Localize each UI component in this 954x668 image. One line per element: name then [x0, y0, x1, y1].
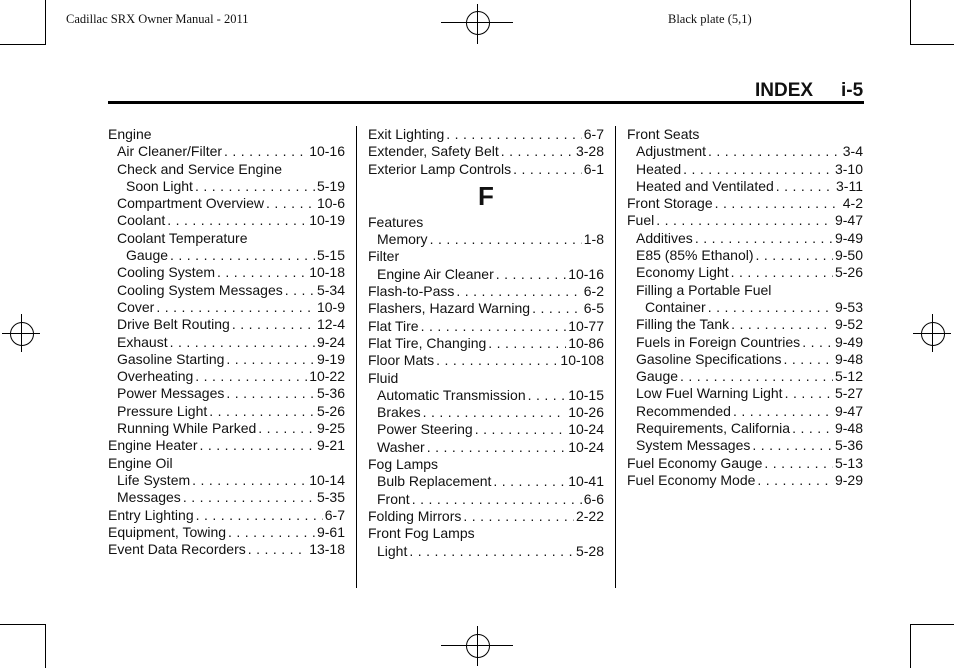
entry-term: Fuels in Foreign Countries [636, 333, 801, 350]
entry-term: Engine Heater [108, 437, 198, 454]
index-entry [368, 352, 604, 369]
page-reference[interactable]: 9-48 [834, 420, 863, 437]
entry-term: Cover [117, 298, 155, 315]
entry-term: Extender, Safety Belt [368, 143, 499, 160]
leader-dots [752, 437, 833, 454]
registration-circle [466, 11, 490, 35]
leader-dots [764, 455, 833, 472]
entry-term: Economy Light [636, 264, 729, 281]
index-column-3 [627, 126, 863, 489]
page-reference[interactable]: 10-108 [560, 352, 604, 369]
leader-dots [200, 437, 315, 454]
crop-mark [0, 624, 46, 625]
entry-term: Washer [377, 438, 425, 455]
leader-dots [731, 264, 833, 281]
index-subentry [108, 489, 345, 506]
index-subentry [108, 212, 345, 229]
entry-term: Fuel [627, 212, 655, 229]
page-reference[interactable]: 3-28 [575, 143, 604, 160]
entry-term: Fluid [368, 369, 399, 386]
page-reference[interactable]: 1-8 [583, 231, 604, 248]
entry-term: Check and Service Engine [117, 160, 282, 177]
entry-term: Memory [377, 231, 428, 248]
entry-term: Life System [117, 471, 191, 488]
index-entry [627, 126, 863, 143]
plate-label: Black plate (5,1) [668, 12, 752, 26]
entry-term: Messages [117, 489, 181, 506]
index-entry [627, 212, 863, 229]
page-reference[interactable]: 9-47 [834, 402, 863, 419]
page-reference[interactable]: 9-50 [834, 247, 863, 264]
entry-term: Filter [368, 248, 400, 265]
leader-dots [463, 508, 574, 525]
leader-dots [258, 420, 315, 437]
index-subentry [368, 491, 604, 508]
index-entry [368, 318, 604, 335]
page-reference[interactable]: 9-21 [316, 437, 345, 454]
entry-term: Fog Lamps [368, 456, 439, 473]
leader-dots [409, 543, 574, 560]
page-reference[interactable]: 5-34 [316, 281, 345, 298]
crop-mark [910, 44, 954, 45]
leader-dots [733, 403, 833, 420]
entry-term: Gasoline Starting [117, 350, 225, 367]
leader-dots [285, 282, 315, 299]
page-reference[interactable]: 3-10 [834, 160, 863, 177]
index-entry [108, 541, 345, 558]
leader-dots [195, 178, 315, 195]
page-reference[interactable]: 5-13 [834, 454, 863, 471]
entry-term: Bulb Replacement [377, 473, 492, 490]
leader-dots [496, 266, 566, 283]
entry-term: Container [645, 298, 706, 315]
page-reference[interactable]: 10-19 [309, 212, 345, 229]
index-subentry [627, 299, 863, 316]
entry-term: Equipment, Towing [108, 523, 227, 540]
index-subentry [627, 334, 863, 351]
page-reference[interactable]: 9-29 [834, 471, 863, 488]
entry-term: Exterior Lamp Controls [368, 160, 512, 177]
index-subentry [627, 247, 863, 264]
page-reference[interactable]: 9-24 [316, 333, 345, 350]
header-rule [108, 101, 864, 104]
page-reference[interactable]: 10-24 [568, 438, 604, 455]
leader-dots [436, 352, 558, 369]
index-entry [368, 143, 604, 160]
crop-mark [45, 624, 46, 668]
page-reference[interactable]: 9-49 [834, 229, 863, 246]
index-entry [368, 248, 604, 265]
entry-term: Coolant Temperature [117, 229, 248, 246]
entry-term: Front Storage [627, 195, 713, 212]
leader-dots [475, 421, 566, 438]
leader-dots [183, 489, 315, 506]
leader-dots [170, 247, 315, 264]
leader-dots [446, 126, 581, 143]
page-reference[interactable]: 5-36 [316, 385, 345, 402]
leader-dots [488, 335, 566, 352]
entry-term: Pressure Light [117, 402, 208, 419]
leader-dots [776, 178, 834, 195]
column-divider [615, 126, 616, 588]
leader-dots [528, 387, 567, 404]
page-reference[interactable]: 4-2 [842, 195, 863, 212]
entry-term: Brakes [377, 404, 421, 421]
leader-dots [248, 541, 307, 558]
crop-mark [910, 624, 954, 625]
leader-dots [456, 283, 581, 300]
page-reference[interactable]: 9-47 [834, 212, 863, 229]
index-entry [108, 524, 345, 541]
leader-dots [784, 351, 833, 368]
leader-dots [683, 161, 833, 178]
page-reference[interactable]: 5-27 [834, 385, 863, 402]
leader-dots [421, 318, 567, 335]
page-number: i-5 [841, 80, 864, 101]
page-reference[interactable]: 5-36 [834, 437, 863, 454]
entry-term: Filling the Tank [636, 316, 730, 333]
leader-dots [427, 439, 566, 456]
entry-term: Features [368, 213, 424, 230]
page-reference[interactable]: 10-16 [309, 143, 345, 160]
entry-term: E85 (85% Ethanol) [636, 247, 754, 264]
leader-dots [232, 316, 315, 333]
leader-dots [195, 368, 307, 385]
leader-dots [715, 195, 841, 212]
page-reference[interactable]: 9-49 [834, 333, 863, 350]
index-subentry [108, 264, 345, 281]
index-subentry [108, 472, 345, 489]
index-subentry [368, 266, 604, 283]
leader-dots [695, 230, 833, 247]
index-subentry [627, 282, 863, 299]
index-subentry [627, 403, 863, 420]
entry-term: Flat Tire, Changing [368, 334, 487, 351]
entry-term: Cooling System Messages [117, 281, 283, 298]
leader-dots [412, 491, 582, 508]
leader-dots [708, 143, 841, 160]
index-subentry [627, 351, 863, 368]
entry-term: Gasoline Specifications [636, 350, 782, 367]
entry-term: Compartment Overview [117, 195, 265, 212]
entry-term: Cooling System [117, 264, 216, 281]
index-entry [627, 455, 863, 472]
index-entry [368, 283, 604, 300]
entry-term: Heated and Ventilated [636, 177, 774, 194]
leader-dots [656, 212, 833, 229]
entry-term: Flash-to-Pass [368, 283, 455, 300]
entry-term: Heated [636, 160, 682, 177]
leader-dots [209, 403, 315, 420]
page-reference[interactable]: 9-19 [316, 350, 345, 367]
entry-term: Fuel Economy Gauge [627, 454, 763, 471]
leader-dots [192, 472, 307, 489]
index-subentry [108, 316, 345, 333]
index-column-2 [368, 126, 604, 560]
leader-dots [731, 316, 833, 333]
page-reference[interactable]: 9-52 [834, 316, 863, 333]
leader-dots [513, 161, 582, 178]
manual-title: Cadillac SRX Owner Manual - 2011 [66, 12, 249, 26]
entry-term: Additives [636, 229, 693, 246]
leader-dots [430, 231, 582, 248]
entry-term: Filling a Portable Fuel [636, 281, 772, 298]
entry-term: Adjustment [636, 143, 707, 160]
index-subentry [108, 385, 345, 402]
entry-term: Front Seats [627, 126, 700, 142]
leader-dots [266, 195, 315, 212]
entry-term: Air Cleaner/Filter [117, 143, 223, 160]
index-entry [108, 126, 345, 143]
page-reference[interactable]: 9-53 [834, 298, 863, 315]
page-reference[interactable]: 6-5 [583, 300, 604, 317]
index-entry [627, 195, 863, 212]
registration-circle [466, 634, 490, 658]
index-subentry [627, 385, 863, 402]
entry-term: Coolant [117, 212, 166, 229]
index-subentry [108, 351, 345, 368]
page-reference[interactable]: 5-28 [575, 542, 604, 559]
page-reference[interactable]: 2-22 [575, 507, 604, 524]
entry-term: Power Messages [117, 385, 225, 402]
entry-term: Fuel Economy Mode [627, 471, 756, 488]
page-reference[interactable]: 10-16 [568, 265, 604, 282]
index-entry [368, 161, 604, 178]
leader-dots [156, 299, 315, 316]
entry-term: System Messages [636, 437, 751, 454]
registration-circle [10, 322, 34, 346]
leader-dots [680, 368, 833, 385]
page-reference[interactable]: 10-9 [316, 298, 345, 315]
index-subentry [368, 387, 604, 404]
entry-term: Gauge [636, 368, 679, 385]
index-subentry [368, 421, 604, 438]
index-subentry [108, 161, 345, 178]
page-reference[interactable]: 5-26 [834, 264, 863, 281]
entry-term: Flat Tire [368, 317, 419, 334]
page-reference[interactable]: 6-7 [583, 126, 604, 142]
entry-term: Front Fog Lamps [368, 525, 475, 542]
entry-term: Floor Mats [368, 352, 435, 369]
page-reference[interactable]: 10-77 [568, 317, 604, 334]
index-subentry [108, 195, 345, 212]
entry-term: Exit Lighting [368, 126, 445, 142]
page-reference[interactable]: 5-15 [316, 247, 345, 264]
entry-term: Power Steering [377, 421, 473, 438]
entry-term: Front [377, 490, 410, 507]
index-column-1 [108, 126, 345, 558]
entry-term: Recommended [636, 402, 731, 419]
crop-mark [910, 624, 911, 668]
index-entry [368, 456, 604, 473]
page-reference[interactable]: 10-15 [568, 386, 604, 403]
page-reference[interactable]: 10-41 [568, 473, 604, 490]
index-subentry [627, 230, 863, 247]
leader-dots [228, 524, 315, 541]
leader-dots [167, 212, 307, 229]
entry-term: Exhaust [117, 333, 168, 350]
leader-dots [170, 334, 315, 351]
index-subentry [627, 368, 863, 385]
index-entry [368, 525, 604, 542]
index-subentry [108, 334, 345, 351]
page-reference[interactable]: 12-4 [316, 316, 345, 333]
entry-term: Entry Lighting [108, 506, 194, 523]
leader-dots [802, 334, 833, 351]
index-subentry [108, 403, 345, 420]
page-reference[interactable]: 10-26 [568, 404, 604, 421]
entry-term: Soon Light [126, 177, 193, 194]
index-subentry [627, 316, 863, 333]
entry-term: Running While Parked [117, 420, 257, 437]
page-reference[interactable]: 6-7 [324, 506, 345, 523]
leader-dots [792, 420, 833, 437]
entry-term: Engine [108, 126, 152, 142]
entry-term: Engine Air Cleaner [377, 265, 494, 282]
index-subentry [108, 178, 345, 195]
registration-circle [921, 322, 945, 346]
leader-dots [532, 300, 582, 317]
crop-mark [910, 0, 911, 44]
leader-dots [493, 473, 566, 490]
entry-term: Event Data Recorders [108, 541, 246, 558]
page-reference[interactable]: 5-19 [316, 177, 345, 194]
entry-term: Engine Oil [108, 454, 173, 471]
entry-term: Drive Belt Routing [117, 316, 230, 333]
page-reference[interactable]: 5-12 [834, 368, 863, 385]
index-subentry [108, 230, 345, 247]
index-subentry [108, 143, 345, 160]
page-reference[interactable]: 5-26 [316, 402, 345, 419]
page-reference[interactable]: 5-35 [316, 489, 345, 506]
page-reference[interactable]: 3-11 [836, 177, 863, 194]
index-subentry [108, 247, 345, 264]
index-subentry [368, 231, 604, 248]
index-subentry [627, 264, 863, 281]
index-entry [108, 455, 345, 472]
leader-dots [226, 385, 315, 402]
index-entry [368, 300, 604, 317]
index-subentry [627, 143, 863, 160]
page-reference[interactable]: 10-18 [309, 264, 345, 281]
leader-dots [423, 404, 567, 421]
section-title: INDEX [755, 80, 814, 101]
page-reference[interactable]: 10-14 [309, 471, 345, 488]
page-reference[interactable]: 10-24 [568, 421, 604, 438]
index-subentry [627, 178, 863, 195]
page-reference[interactable]: 9-48 [834, 350, 863, 367]
index-entry [368, 370, 604, 387]
page-reference[interactable]: 10-6 [316, 195, 345, 212]
entry-term: Automatic Transmission [377, 386, 526, 403]
entry-term: Folding Mirrors [368, 507, 462, 524]
page-reference[interactable]: 6-2 [583, 283, 604, 300]
page-reference[interactable]: 10-22 [309, 368, 345, 385]
index-subentry [108, 282, 345, 299]
index-entry [368, 508, 604, 525]
index-entry [368, 335, 604, 352]
page-reference[interactable]: 6-6 [583, 490, 604, 507]
leader-dots [226, 351, 315, 368]
leader-dots [756, 247, 833, 264]
index-subentry [108, 368, 345, 385]
index-subentry [627, 437, 863, 454]
leader-dots [217, 264, 307, 281]
crop-mark [0, 44, 46, 45]
index-entry [368, 214, 604, 231]
entry-term: Overheating [117, 368, 194, 385]
index-letter-heading: F [478, 180, 494, 211]
entry-term: Low Fuel Warning Light [636, 385, 783, 402]
index-entry [108, 437, 345, 454]
page-reference[interactable]: 9-25 [316, 420, 345, 437]
entry-term: Requirements, California [636, 420, 791, 437]
entry-term: Flashers, Hazard Warning [368, 300, 531, 317]
index-subentry [368, 439, 604, 456]
index-entry [108, 507, 345, 524]
leader-dots [708, 299, 833, 316]
index-subentry [368, 473, 604, 490]
index-subentry [627, 161, 863, 178]
page-reference[interactable]: 6-1 [583, 160, 604, 177]
leader-dots [757, 472, 833, 489]
leader-dots [501, 143, 574, 160]
index-subentry [627, 420, 863, 437]
leader-dots [224, 143, 307, 160]
page-reference[interactable]: 13-18 [309, 541, 345, 558]
column-divider [356, 126, 357, 588]
leader-dots [196, 507, 323, 524]
entry-term: Light [377, 542, 408, 559]
page-reference[interactable]: 10-86 [568, 334, 604, 351]
index-entry [368, 126, 604, 143]
index-subentry [108, 420, 345, 437]
index-subentry [368, 543, 604, 560]
leader-dots [785, 385, 833, 402]
page-reference[interactable]: 9-61 [316, 523, 345, 540]
index-subentry [368, 404, 604, 421]
index-subentry [108, 299, 345, 316]
index-entry [627, 472, 863, 489]
entry-term: Gauge [126, 247, 169, 264]
page-reference[interactable]: 3-4 [842, 143, 863, 160]
crop-mark [45, 0, 46, 44]
